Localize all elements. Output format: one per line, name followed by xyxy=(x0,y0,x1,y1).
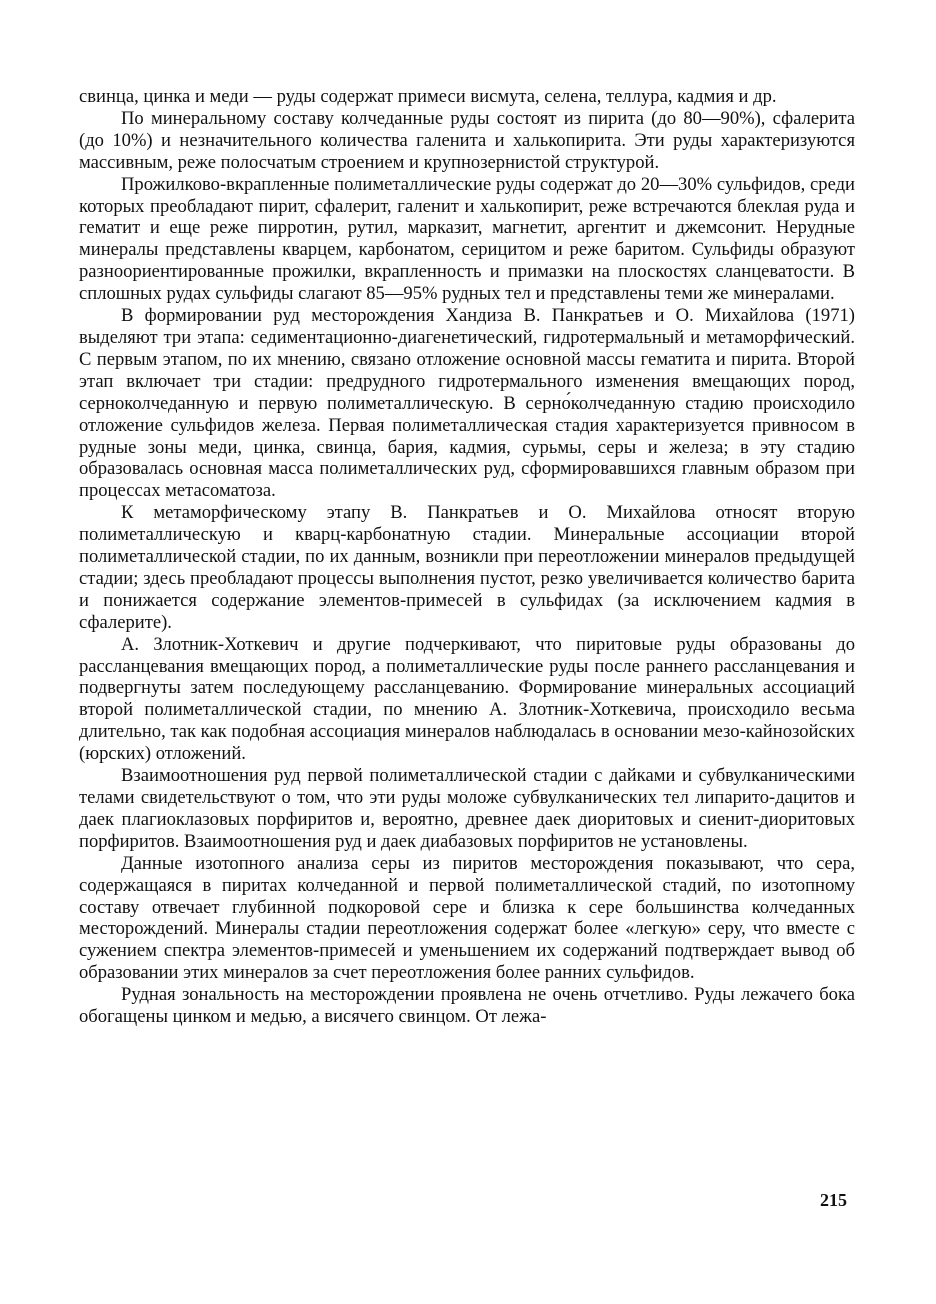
paragraph-1: свинца, цинка и меди — руды содержат примеси висмута, селена, теллура, кадмия и др. xyxy=(79,86,777,107)
paragraph-3: Прожилково-вкрапленные полиметаллические руды содержат до 20—30% сульфидов, среди которых преобладают пирит, сфалерит, галенит и халькопирит, реже встречаются блеклая руда и гематит и еще реже пирротин, рутил, марказит, магнетит, аргентит и джемсонит. Нерудные минералы представлены кварцем, карбонатом, серицитом и реже баритом. Сульфиды образуют разноориентированные прожилки, вкрапленность и примазки на плоскостях сланцеватости. В сплошных рудах сульфиды слагают 85—95% рудных тел и представлены теми же минералами. xyxy=(79,173,855,305)
document-body xyxy=(79,86,855,1028)
paragraph-7: Взаимоотношения руд первой полиметаллической стадии с дайками и субвулканическими телами свидетельствуют о том, что эти руды моложе субвулканических тел липарито-дацитов и даек плагиоклазовых порфиритов и, вероятно, древнее даек диоритовых и сиенит-диоритовых порфиритов. Взаимоотношения руд и даек диабазовых порфиритов не установлены. xyxy=(79,765,855,852)
paragraph-5: К метаморфическому этапу В. Панкратьев и О. Михайлова относят вторую полиметаллическую и кварц-карбонатную стадии. Минеральные ассоциации второй полиметаллической стадии, по их данным, возникли при переотложении минералов предыдущей стадии; здесь преобладают процессы выполнения пустот, резко увеличивается количество барита и понижается содержание элементов-примесей в сульфидах (за исключением кадмия в сфалерите). xyxy=(79,502,855,633)
page-number: 215 xyxy=(820,1190,847,1210)
paragraph-4: В формировании руд месторождения Хандиза В. Панкратьев и О. Михайлова (1971) выделяют три этапа: седиментационно-диагенетический, гидротермальный и метаморфический. С первым этапом, по их мнению, связано отложение основной массы гематита и пирита. Второй этап включает три стадии: предрудного гидротермального изменения вмещающих пород, серноколчеданную и первую полиметаллическую. В серно́колчеданную стадию происходило отложение сульфидов железа. Первая полиметаллическая стадия характеризуется привносом в рудные зоны меди, цинка, свинца, бария, кадмия, сурьмы, серы и железа; в эту стадию образовалась основная масса полиметаллических руд, сформировавшихся главным образом при процессах метасоматоза. xyxy=(79,305,855,502)
paragraph-6: А. Злотник-Хоткевич и другие подчеркивают, что пиритовые руды образованы до рассланцевания вмещающих пород, а полиметаллические руды после раннего рассланцевания и подвергнуты затем последующему рассланцеванию. Формирование минеральных ассоциаций второй полиметаллической стадии, по мнению А. Злотник-Хоткевича, происходило весьма длительно, так как подобная ассоциация минералов наблюдалась в основании мезо-кайнозойских (юрских) отложений. xyxy=(79,633,856,765)
paragraph-2: По минеральному составу колчеданные руды состоят из пирита (до 80—90%), сфалерита (до 10%) и незначительного количества галенита и халькопирита. Эти руды характеризуются массивным, реже полосчатым строением и крупнозернистой структурой. xyxy=(79,107,855,173)
paragraph-9: Рудная зональность на месторождении проявлена не очень отчетливо. Руды лежачего бока обогащены цинком и медью, а висячего свинцом. От лежа- xyxy=(79,984,855,1028)
paragraph-8: Данные изотопного анализа серы из пиритов месторождения показывают, что сера, содержащаяся в пиритах колчеданной и первой полиметаллической стадий, по изотопному составу отвечает глубинной подкоровой сере и близка к сере большинства колчеданных месторождений. Минералы стадии переотложения содержат более «легкую» серу, что вместе с сужением спектра элементов-примесей и уменьшением их содержаний подтверждает вывод об образовании этих минералов за счет переотложения более ранних сульфидов. xyxy=(79,852,855,984)
